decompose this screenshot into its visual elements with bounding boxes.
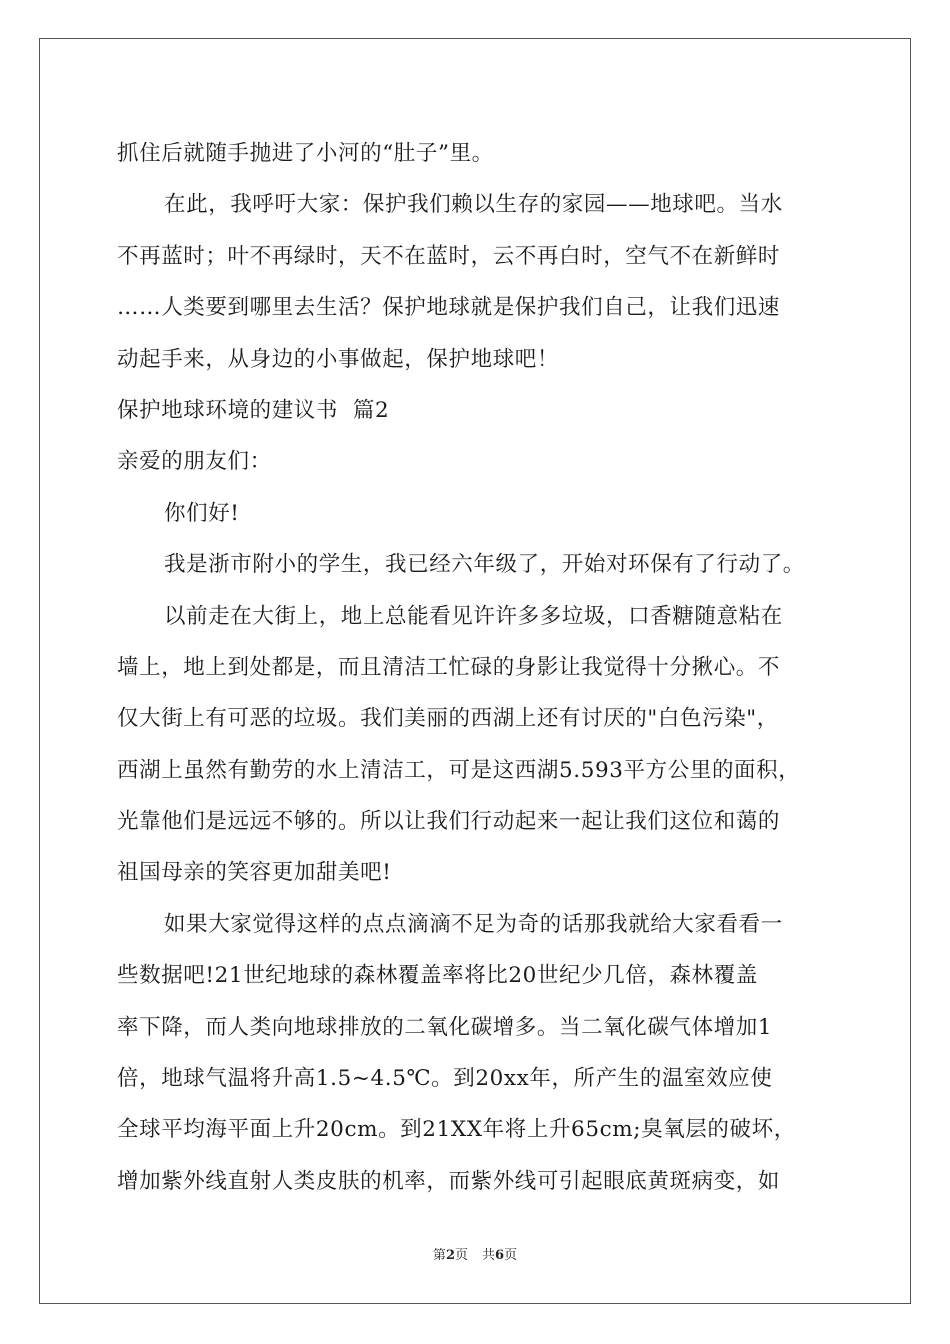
- greeting: 你们好!: [164, 500, 240, 526]
- text-line-16: 如果大家觉得这样的点点滴滴不足为奇的话那我就给大家看看一: [164, 911, 783, 937]
- text-line-10: 以前走在大街上，地上总能看见许许多多垃圾，口香糖随意粘在: [164, 603, 783, 629]
- text-line-5: 动起手来，从身边的小事做起，保护地球吧！: [117, 346, 560, 372]
- text-line-13: 西湖上虽然有勤劳的水上清洁工，可是这西湖5.593平方公里的面积，: [117, 757, 801, 783]
- text-line-12: 仅大街上有可恶的垃圾。我们美丽的西湖上还有讨厌的"白色污染"，: [117, 706, 779, 732]
- text-line-20: 全球平均海平面上升20cm。到21XX年将上升65cm;臭氧层的破坏，: [117, 1117, 796, 1143]
- page-prefix: 第: [432, 1248, 446, 1263]
- document-body: [117, 128, 837, 1207]
- page-footer: [0, 1246, 950, 1266]
- text-line-9: 我是浙市附小的学生，我已经六年级了，开始对环保有了行动了。: [164, 552, 805, 578]
- text-line-15: 祖国母亲的笑容更加甜美吧!: [117, 860, 392, 886]
- text-line-2: 在此，我呼吁大家：保护我们赖以生存的家园——地球吧。当水: [164, 192, 783, 218]
- section-heading: 保护地球环境的建议书 篇2: [117, 397, 390, 423]
- text-line-18: 率下降，而人类向地球排放的二氧化碳增多。当二氧化碳气体增加1: [117, 1014, 773, 1040]
- page-total: 6: [495, 1248, 505, 1263]
- page-suffix: 页: [454, 1248, 468, 1263]
- text-line-19: 倍，地球气温将升高1.5~4.5℃。到20xx年，所产生的温室效应使: [117, 1066, 773, 1092]
- total-prefix: 共: [482, 1248, 496, 1263]
- text-line-14: 光靠他们是远远不够的。所以让我们行动起来一起让我们这位和蔼的: [117, 809, 781, 835]
- text-line-4: ……人类要到哪里去生活？保护地球就是保护我们自己，让我们迅速: [117, 295, 781, 321]
- salutation: 亲爱的朋友们：: [117, 449, 272, 475]
- text-line-3: 不再蓝时；叶不再绿时，天不在蓝时，云不再白时，空气不在新鲜时: [117, 243, 781, 269]
- page-current: 2: [445, 1248, 455, 1263]
- text-line-21: 增加紫外线直射人类皮肤的机率，而紫外线可引起眼底黄斑病变，如: [117, 1168, 781, 1194]
- text-line-1: 抓住后就随手抛进了小河的“肚子”里。: [117, 141, 494, 166]
- total-suffix: 页: [504, 1248, 518, 1263]
- text-line-17: 些数据吧!21世纪地球的森林覆盖率将比20世纪少几倍，森林覆盖: [117, 963, 758, 989]
- text-line-11: 墙上，地上到处都是，而且清洁工忙碌的身影让我觉得十分揪心。不: [117, 654, 781, 680]
